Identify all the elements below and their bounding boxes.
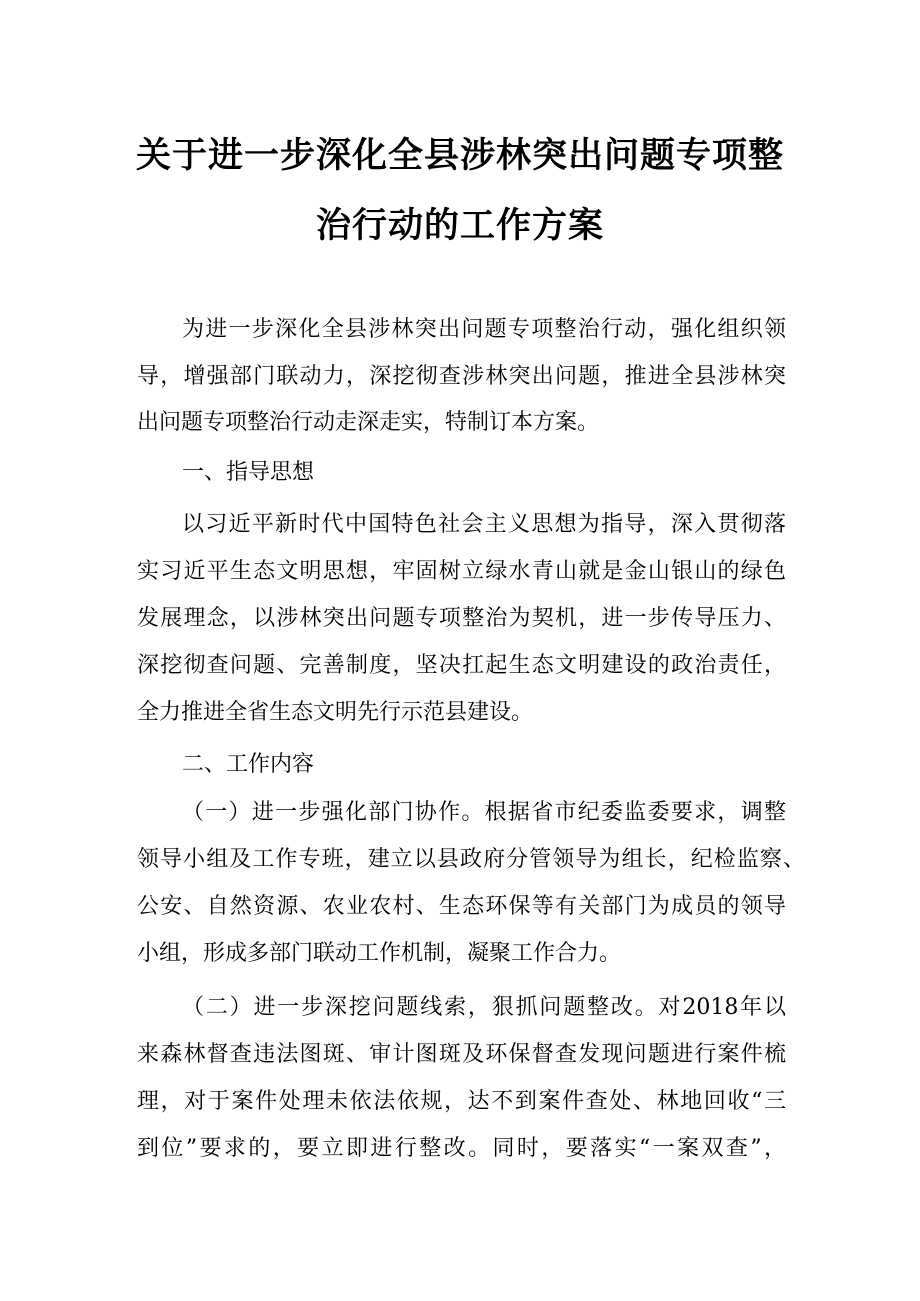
body-line: 公安、自然资源、农业农村、生态环保等有关部门为成员的领导 <box>137 894 786 919</box>
body-line: 全力推进全省生态文明先行示范县建设。 <box>137 700 534 725</box>
body-line: 小组，形成多部门联动工作机制，凝聚工作合力。 <box>137 941 622 966</box>
body-line: 导，增强部门联动力，深挖彻查涉林突出问题，推进全县涉林突 <box>137 364 786 389</box>
body-line: 深挖彻查问题、完善制度，坚决扛起生态文明建设的政治责任， <box>137 653 786 678</box>
body-line: （一）进一步强化部门协作。根据省市纪委监委要求，调整 <box>182 800 786 825</box>
section-heading: 一、指导思想 <box>182 460 315 485</box>
body-line: 实习近平生态文明思想，牢固树立绿水青山就是金山银山的绿色 <box>137 559 786 584</box>
body-line: 为进一步深化全县涉林突出问题专项整治行动，强化组织领 <box>182 317 786 342</box>
body-line: 以习近平新时代中国特色社会主义思想为指导，深入贯彻落 <box>182 512 786 537</box>
body-line: 领导小组及工作专班，建立以县政府分管领导为组长，纪检监察、 <box>137 847 805 872</box>
body-line: 理，对于案件处理未依法依规，达不到案件查处、林地回收“三 <box>137 1089 786 1114</box>
body-line: 出问题专项整治行动走深走实，特制订本方案。 <box>137 410 600 435</box>
body-line: （二）进一步深挖问题线索，狠抓问题整改。对2018年以 <box>182 995 786 1020</box>
body-line: 来森林督查违法图斑、审计图斑及环保督查发现问题进行案件梳 <box>137 1042 786 1067</box>
section-heading: 二、工作内容 <box>182 752 315 777</box>
document-title-line-1: 关于进一步深化全县涉林突出问题专项整 <box>135 136 784 176</box>
body-line: 到位”要求的，要立即进行整改。同时，要落实“一案双查”， <box>137 1136 786 1161</box>
document-title-line-2: 治行动的工作方案 <box>315 206 604 246</box>
body-line: 发展理念，以涉林突出问题专项整治为契机，进一步传导压力、 <box>137 606 786 631</box>
